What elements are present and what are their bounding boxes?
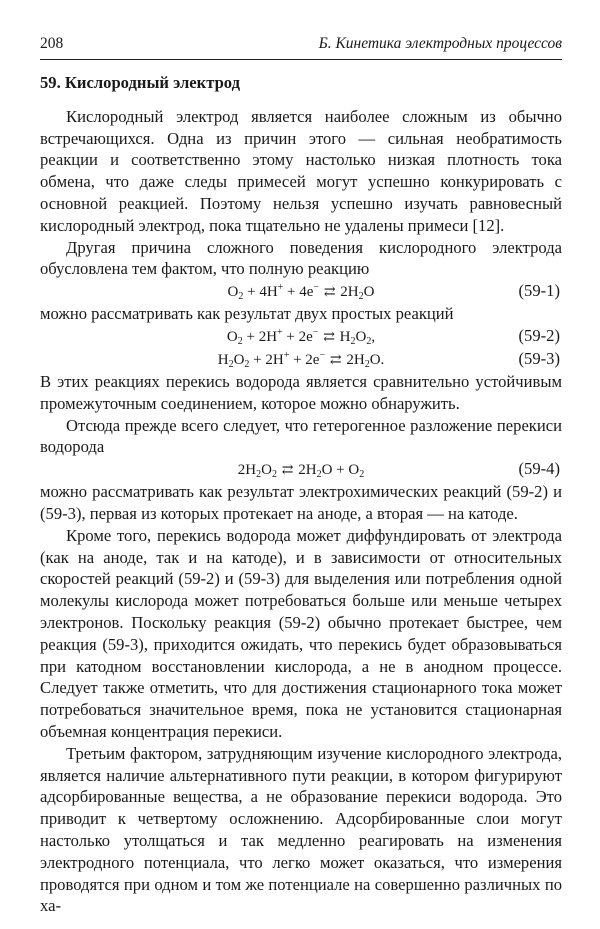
page-number: 208: [40, 35, 64, 52]
equation-expression: $2H_2O_2$ ⇄ $2H_2O + O_2$: [237, 462, 365, 481]
equation-expression: $H_2O_2 + 2H^+ + 2e^-$ ⇄ $2H_2O$.: [217, 349, 385, 370]
equation-59-1: [40, 280, 562, 303]
equation-59-2: [40, 325, 562, 348]
paragraph-2: Другая причина сложного поведения кислородного электрода обусловлена тем фактом, что полную реакцию: [40, 237, 562, 279]
equation-number: (59-1): [518, 281, 560, 301]
section-title: 59. Кислородный электрод: [40, 73, 241, 92]
paragraph-3: можно рассматривать как результат двух простых реакций: [40, 304, 454, 324]
equation-number: (59-3): [518, 348, 560, 368]
equation-59-3: [40, 348, 562, 371]
page-body: [40, 72, 562, 917]
paragraph-1: Кислородный электрод является наиболее сложным из обычно встречающихся. Одна из причин этого — сильная необратимость реакции и соответственно этому настолько низкая плотность тока обмена, что даже следы примесей могут успешно конкурировать с основной реакцией. Поэтому нельзя успешно изучать равновесный кислородный электрод, пока тщательно не удалены примеси [12].: [40, 106, 562, 235]
equation-expression: $O_2 + 2H^+ + 2e^-$ ⇄ $H_2O_2$,: [226, 326, 376, 347]
running-title: Б. Кинетика электродных процессов: [318, 35, 562, 52]
equation-expression: $O_2 + 4H^+ + 4e^-$ ⇄ $2H_2O$: [227, 282, 375, 303]
running-head: [40, 35, 562, 60]
paragraph-4: В этих реакциях перекись водорода является сравнительно устойчивым промежуточным соединением, которое можно обнаружить.: [40, 371, 562, 413]
paragraph-5: Отсюда прежде всего следует, что гетерогенное разложение перекиси водорода: [40, 415, 562, 457]
equation-number: (59-4): [518, 459, 560, 479]
paragraph-6: можно рассматривать как результат электрохимических реакций (59-2) и (59-3), первая из которых протекает на аноде, а вторая — на катоде.: [40, 482, 562, 523]
paragraph-7: Кроме того, перекись водорода может диффундировать от электрода (как на аноде, так и на катоде), и в зависимости от относительных скоростей реакций (59-2) и (59-3) для выделения или потребления одной молекулы кислорода может потребоваться больше или меньше четырех электронов. Поскольку реакция (59-2) обычно протекает быстрее, чем реакция (59-3), приходится ожидать, что перекись будет образовываться при катодном восстановлении кислорода, а не в анодном процессе. Следует также отметить, что для достижения стационарного тока может потребоваться значительное время, пока не установится стационарная объемная концентрация перекиси.: [40, 525, 562, 741]
equation-number: (59-2): [518, 325, 560, 345]
equation-59-4: [40, 458, 562, 481]
paragraph-8: Третьим фактором, затрудняющим изучение кислородного электрода, является наличие альтернативного пути реакции, в котором фигурируют адсорбированные вещества, а не образование перекиси водорода. Это приводит к четвертому осложнению. Адсорбированные слои могут настолько утолщаться и так медленно реагировать на изменения электродного потенциала, что легко может оказаться, что измерения проводятся при одном и том же потенциале на совершенно различных по ха-: [40, 743, 562, 916]
